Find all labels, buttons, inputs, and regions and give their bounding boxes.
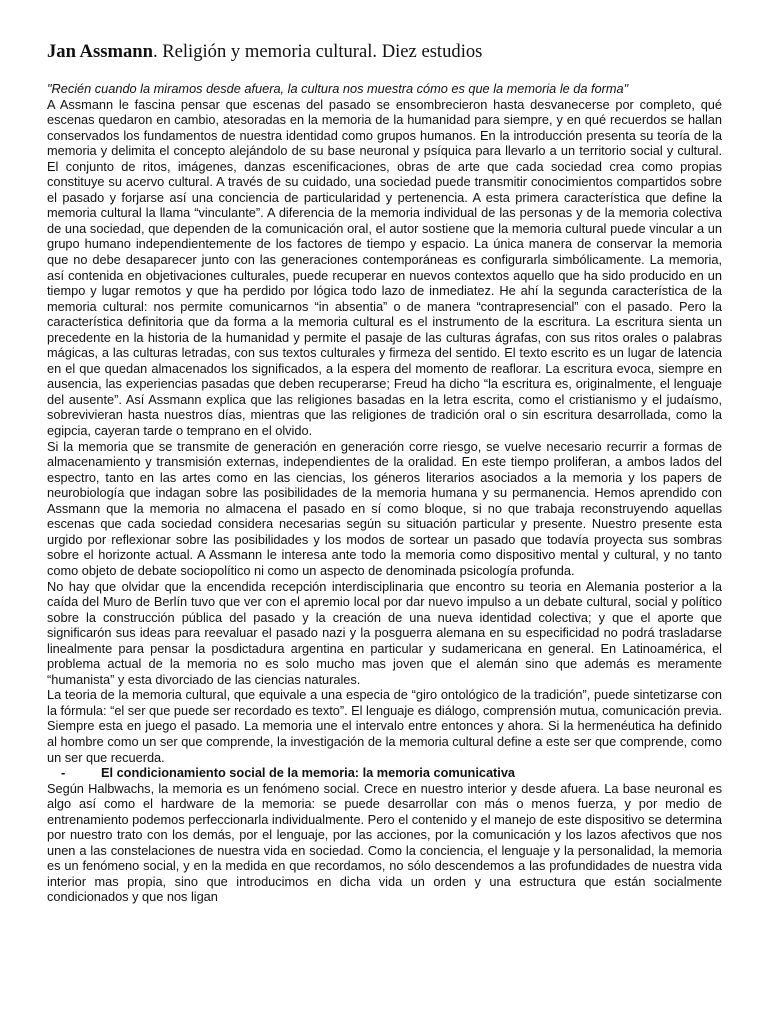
body-paragraph-2: Si la memoria que se transmite de generación en generación corre riesgo, se vuelve necesario recurrir a formas de almacenamiento y transmisión externas, independientes de la oralidad. En este tiempo proliferan, a ambos lados del espectro, tanto en las artes como en las ciencias, los géneros literarios asociados a la memoria y los papers de neurobiología que indagan sobre las posibilidades de la memoria humana y su permanencia. Hemos aprendido con Assmann que la memoria no almacena el pasado en sí como bloque, si no que trabaja reconstruyendo aquellas escenas que cada sociedad considera necesarias según su situación particular y presente. Nuestro presente esta urgido por reflexionar sobre las posibilidades y los modos de sortear un pasado que todavía proyecta sus sombras sobre el horizonte actual. A Assmann le interesa ante todo la memoria como dispositivo mental y cultural, y no tanto como objeto de debate sociopolítico ni como un aspecto de denominada psicología profunda.	[47, 438, 722, 578]
title-author: Jan Assmann	[47, 41, 153, 62]
list-bullet-dash: -	[61, 765, 66, 781]
section-paragraph: Según Halbwachs, la memoria es un fenómeno social. Crece en nuestro interior y desde afuera. La base neuronal es algo así como el hardware de la memoria: se puede desarrollar con más o menos fuerza, y por medio de entrenamiento podemos perfeccionarla individualmente. Pero el contenido y el manejo de este dispositivo se determina por nuestro trato con los demás, por el lenguaje, por las acciones, por la comunicación y los lazos afectivos que nos unen a las constelaciones de nuestra vida en sociedad. Como la conciencia, el lenguaje y la personalidad, la memoria es un fenómeno social, y en la medida en que recordamos, no sólo descendemos a las profundidades de nuestra vida interior mas propia, sino que introducimos en dicha vida un orden y una estructura que están socialmente condicionados y que nos ligan	[47, 780, 722, 905]
document-title	[47, 40, 722, 64]
body-paragraph-1: A Assmann le fascina pensar que escenas del pasado se ensombrecieron hasta desvanecerse por completo, qué escenas quedaron en cambio, atesoradas en la memoria de la humanidad para siempre, y en qué recuerdos se hallan conservados los fundamentos de nuestra identidad como grupos humanos. En la introducción presenta su teoría de la memoria y delimita el concepto alejándolo de su base neuronal y psíquica para llevarlo a un territorio social y cultural. El conjunto de ritos, imágenes, danzas escenificaciones, obras de arte que cada sociedad crea como propias constituye su acervo cultural. A través de su cuidado, una sociedad puede transmitir conocimientos compartidos sobre el pasado y forjarse así una conciencia de particularidad y pertenencia. A esta primera característica que define la memoria cultural la llama “vinculante”. A diferencia de la memoria individual de las personas y de la memoria colectiva de una sociedad, que dependen de la comunicación oral, el autor sostiene que la memoria cultural puede vincular a un grupo humano independientemente de los factores de tiempo y espacio. La única manera de conservar la memoria que no debe desaparecer junto con las generaciones contemporáneas es configurarla simbólicamente. La memoria, así contenida en objetivaciones culturales, puede recuperar en nuevos contextos aquello que ha sido producido en un tiempo y lugar remotos y que ha perdido por lógica todo lazo de inmediatez. He ahí la segunda característica de la memoria cultural: nos permite comunicarnos “in absentia” o de manera “contrapresencial” con el pasado. Pero la característica definitoria que da forma a la memoria cultural es el instrumento de la escritura. La escritura sienta un precedente en la historia de la humanidad y permite el pasaje de las culturas ágrafas, con sus ritos orales o palabras mágicas, a las culturas letradas, con sus textos culturales y firmeza del sentido. El texto escrito es un lugar de latencia en el que quedan almacenados los significados, a la espera del momento de reaflorar. La escritura evoca, siempre en ausencia, las experiencias pasadas que deben recuperarse; Freud ha dicho “la escritura es, originalmente, el lenguaje del ausente”. Así Assmann explica que las religiones basadas en la letra escrita, como el cristianismo y el judaísmo, sobrevivieran hasta nuestros días, mientras que las religiones de tradición oral o sin escritura desarrollada, como la egipcia, cayeran tarde o temprano en el olvido.	[47, 96, 722, 439]
section-heading-text: El condicionamiento social de la memoria: la memoria comunicativa	[101, 765, 516, 781]
body-paragraph-4: La teoria de la memoria cultural, que equivale a una especia de “giro ontológico de la tradición”, puede sintetizarse con la fórmula: “el ser que puede ser recordado es texto”. El lenguaje es diálogo, comprensión mutua, comunicación previa. Siempre esta en juego el pasado. La memoria une el intervalo entre entonces y ahora. Si la hermenéutica ha definido al hombre como un ser que comprende, la investigación de la memoria cultural define a este ser que comprende, como un ser que recuerda.	[47, 687, 722, 765]
epigraph-quote: "Recién cuando la miramos desde afuera, la cultura nos muestra cómo es que la memoria le da forma"	[47, 81, 629, 96]
section-heading	[47, 765, 722, 781]
title-book: . Religión y memoria cultural. Diez estudios	[152, 41, 483, 62]
body-paragraph-3: No hay que olvidar que la encendida recepción interdisciplinaria que encontro su teoria en Alemania posterior a la caída del Muro de Berlín tuvo que ver con el apremio local por dar nuevo impulso a un debate cultural, social y político sobre la construcción pública del pasado y la creación de una nueva identidad colectiva; y que el aporte que significarón sus ideas para reevaluar el pasado nazi y la posguerra alemana en su especificidad no podrá trasladarse linealmente para pensar la posdictadura argentina en particular y sudamericana en general. En Latinoamérica, el problema actual de la memoria no es solo mucho mas joven que el alemán sino que además es meramente “humanista” y esta divorciado de las ciencias naturales.	[47, 578, 722, 687]
document-body	[47, 81, 722, 905]
document-page	[47, 40, 722, 905]
